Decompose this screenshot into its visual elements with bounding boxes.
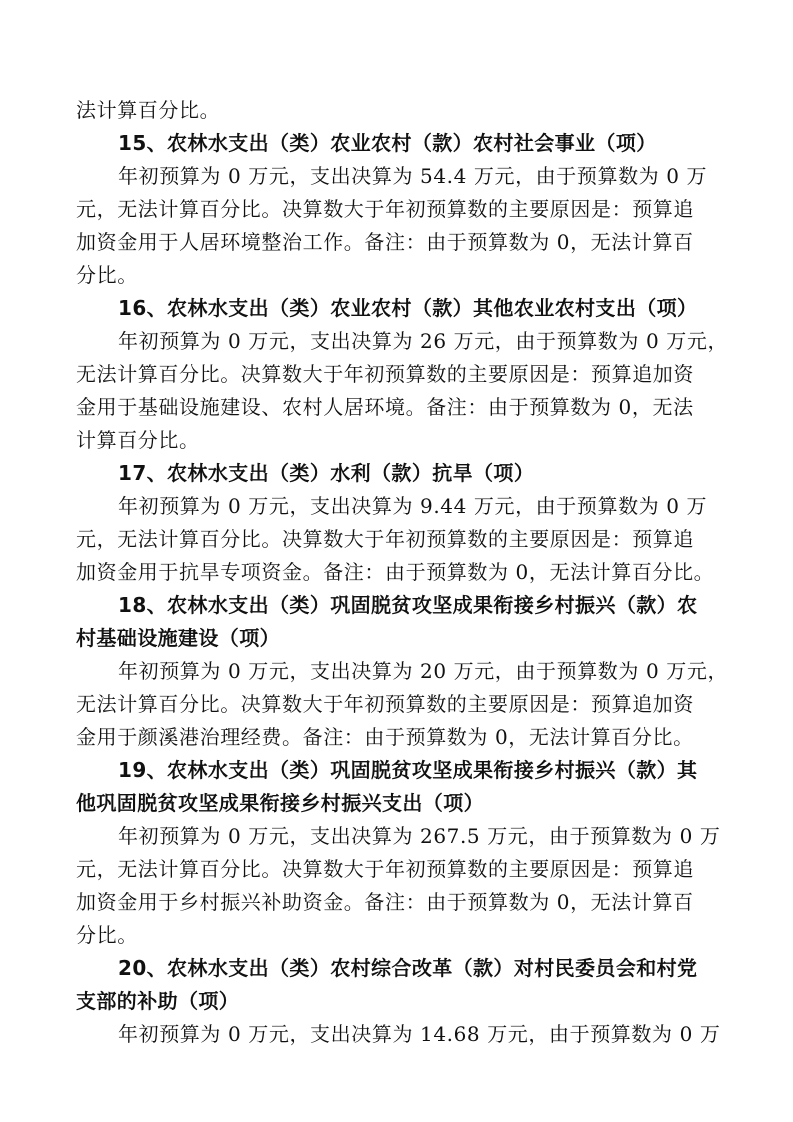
paragraph-line: 年初预算为 0 万元，支出决算为 267.5 万元，由于预算数为 0 万 [118, 824, 721, 848]
paragraph-line: 加资金用于人居环境整治工作。备注：由于预算数为 0，无法计算百 [76, 230, 694, 254]
paragraph-line: 年初预算为 0 万元，支出决算为 14.68 万元，由于预算数为 0 万 [118, 1022, 721, 1046]
paragraph-line: 计算百分比。 [76, 428, 200, 452]
paragraph-line: 分比。 [76, 923, 138, 947]
section-heading-19: 19、农林水支出（类）巩固脱贫攻坚成果衔接乡村振兴（款）其 [118, 758, 698, 782]
section-heading-17: 17、农林水支出（类）水利（款）抗旱（项） [118, 461, 535, 485]
paragraph-line: 年初预算为 0 万元，支出决算为 54.4 万元，由于预算数为 0 万 [118, 164, 708, 188]
section-heading-18: 18、农林水支出（类）巩固脱贫攻坚成果衔接乡村振兴（款）农 [118, 593, 698, 617]
section-heading-15: 15、农林水支出（类）农业农村（款）农村社会事业（项） [118, 131, 657, 155]
paragraph-line: 加资金用于乡村振兴补助资金。备注：由于预算数为 0，无法计算百 [76, 890, 694, 914]
paragraph-line: 金用于基础设施建设、农村人居环境。备注：由于预算数为 0，无法 [76, 395, 694, 419]
section-heading-20: 20、农林水支出（类）农村综合改革（款）对村民委员会和村党 [118, 956, 698, 980]
paragraph-line: 无法计算百分比。决算数大于年初预算数的主要原因是：预算追加资 [76, 362, 694, 386]
section-heading-20-continued: 支部的补助（项） [76, 989, 240, 1013]
paragraph-line: 无法计算百分比。决算数大于年初预算数的主要原因是：预算追加资 [76, 692, 694, 716]
paragraph-line: 金用于颜溪港治理经费。备注：由于预算数为 0，无法计算百分比。 [76, 725, 694, 749]
paragraph-line: 年初预算为 0 万元，支出决算为 20 万元，由于预算数为 0 万元， [118, 659, 729, 683]
section-heading-16: 16、农林水支出（类）农业农村（款）其他农业农村支出（项） [118, 296, 698, 320]
section-heading-18-continued: 村基础设施建设（项） [76, 626, 280, 650]
paragraph-line: 分比。 [76, 263, 138, 287]
paragraph-line: 年初预算为 0 万元，支出决算为 26 万元，由于预算数为 0 万元， [118, 329, 729, 353]
paragraph-line: 元，无法计算百分比。决算数大于年初预算数的主要原因是：预算追 [76, 527, 694, 551]
paragraph-line: 元，无法计算百分比。决算数大于年初预算数的主要原因是：预算追 [76, 857, 694, 881]
paragraph-line: 元，无法计算百分比。决算数大于年初预算数的主要原因是：预算追 [76, 197, 694, 221]
paragraph-line: 法计算百分比。 [76, 98, 221, 122]
paragraph-line: 年初预算为 0 万元，支出决算为 9.44 万元，由于预算数为 0 万 [118, 494, 708, 518]
section-heading-19-continued: 他巩固脱贫攻坚成果衔接乡村振兴支出（项） [76, 791, 484, 815]
paragraph-line: 加资金用于抗旱专项资金。备注：由于预算数为 0，无法计算百分比。 [76, 560, 715, 584]
